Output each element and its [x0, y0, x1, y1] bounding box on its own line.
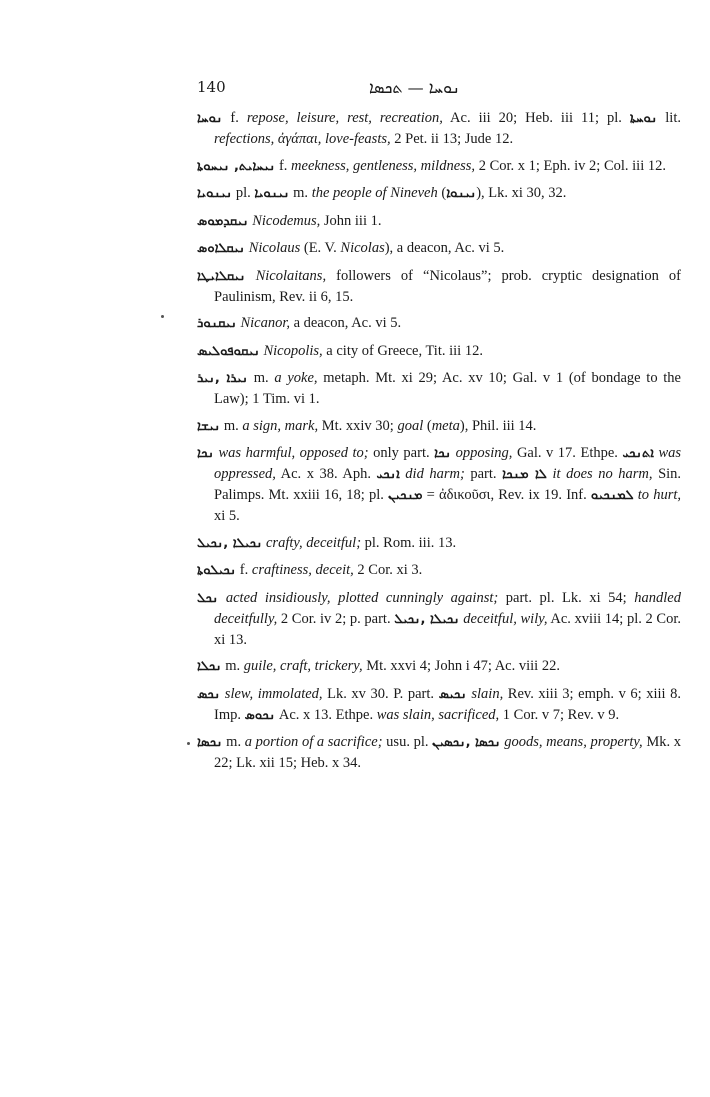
gloss-text: it does no harm,: [552, 466, 653, 482]
entry-text: m.: [248, 370, 275, 386]
gloss-text: Nicodemus,: [252, 212, 321, 229]
entry-text: ), Phil. iii 14.: [459, 417, 537, 434]
syriac-headword: ܢܝܪܐ ,ܢܝܪ: [197, 371, 249, 386]
gloss-text: refections, ἀγάπαι, love-feasts,: [214, 131, 391, 147]
dictionary-entry: [197, 183, 681, 204]
entry-text: ), Lk. xi 30, 32.: [476, 185, 567, 201]
syriac-headword: ܢܝܢܘܝܐ: [197, 186, 233, 201]
entry-text: part. pl. Lk. xi 54;: [498, 589, 635, 606]
page-header: [197, 78, 679, 100]
dictionary-entry: [197, 156, 681, 177]
syriac-headword: ܢܝܩܠܐܝܛܐ: [197, 268, 246, 284]
entry-text: f.: [222, 110, 247, 126]
syriac-headword: ܢܝܩܘܦܘܠܝܣ: [197, 343, 260, 359]
gloss-text: a yoke,: [274, 370, 318, 386]
syriac-headword: ܢܝܩܕܡܘܣ: [197, 213, 249, 229]
entry-text: 2 Pet. ii 13; Jude 12.: [390, 131, 514, 147]
syriac-headword: ܢܟܣܐ ,ܢܟܣܝܢ: [432, 735, 501, 750]
entry-text: 1 Cor. v 7; Rev. v 9.: [499, 706, 620, 723]
syriac-headword: ܢܟܣܐ: [197, 735, 223, 750]
syriac-headword: ܐܬܢܟܝ: [622, 446, 654, 461]
entry-text: a city of Greece, Tit. iii 12.: [322, 342, 483, 359]
gloss-text: meta: [431, 417, 460, 434]
gloss-text: a sign, mark,: [242, 417, 319, 434]
syriac-headword: ܢܟܘܣ: [244, 707, 276, 723]
gloss-text: meekness, gentleness, mildness,: [291, 157, 476, 174]
entry-text: 2 Cor. xi 3.: [353, 562, 423, 578]
entry-text: [246, 268, 256, 284]
page-number: 140: [197, 78, 226, 96]
dictionary-entry: [197, 684, 681, 726]
entry-text: f.: [275, 157, 292, 174]
syriac-headword: ܢܟܝܣ: [438, 686, 467, 702]
gloss-text: Nicolaitans,: [255, 267, 327, 284]
gloss-text: repose, leisure, rest, recreation,: [246, 110, 443, 126]
gloss-text: craftiness, deceit,: [251, 562, 354, 578]
syriac-headword: ܢܘܚܬܐ: [629, 111, 658, 126]
gloss-text: was harmful, opposed to;: [218, 445, 369, 461]
gloss-text: crafty, deceitful;: [266, 534, 362, 551]
gloss-text: slew, immolated,: [224, 685, 323, 702]
entry-text: Sin. Palimps. Mt. xxiii 16, 18; pl.: [214, 466, 682, 503]
gloss-text: opposing,: [455, 445, 513, 461]
dictionary-entry: [197, 560, 681, 581]
syriac-headword: ܢܝܫܐ: [197, 418, 221, 434]
gloss-text: guile, craft, trickery,: [243, 658, 363, 674]
gloss-text: the people of Nineveh: [311, 185, 438, 201]
syriac-headword: ܢܟܝܠܘܬܐ: [197, 563, 237, 578]
syriac-headword: ܢܘܚܐ: [197, 111, 223, 126]
entry-text: Mk. x 22; Lk. xii 15; Heb. x 34.: [214, 734, 681, 771]
entry-text: usu. pl.: [382, 734, 433, 750]
entry-text: 2 Cor. iv 2; p. part.: [277, 610, 395, 627]
entry-text: metaph. Mt. xi 29; Ac. xv 10; Gal. v 1 (of bondage to the Law); 1 Tim. vi 1.: [214, 370, 681, 407]
entry-text: only part.: [368, 445, 435, 461]
running-head: ܢܘܚܐ — ܬܟܣܐ: [369, 78, 461, 97]
entry-text: Rev. xiii 3; emph. v 6; xiii 8. Imp.: [214, 685, 682, 723]
entry-text: Ac. x 13. Ethpe.: [275, 706, 377, 723]
entry-text: m.: [289, 185, 312, 201]
dictionary-entry: [197, 588, 681, 650]
entry-text: a deacon, Ac. vi 5.: [290, 315, 402, 331]
dictionary-entry: [197, 313, 681, 334]
dictionary-entry: [197, 238, 681, 259]
margin-mark: [187, 742, 190, 745]
syriac-headword: ܢܟܐ: [197, 446, 214, 461]
entry-text: xi 5.: [214, 508, 240, 524]
gloss-text: Nicolaus: [248, 240, 301, 256]
entry-text: Ac. x 38. Aph.: [275, 466, 377, 482]
dictionary-entries: [197, 108, 681, 780]
entry-text: (: [437, 185, 447, 201]
entry-text: f.: [236, 562, 252, 578]
syriac-headword: ܢܟܠ: [197, 590, 219, 606]
entry-text: m.: [222, 734, 245, 750]
syriac-headword: ܢܟܐ: [434, 446, 452, 461]
gloss-text: deceitful, wily,: [463, 610, 548, 627]
syriac-headword: ܢܝܩܠܐܘܣ: [197, 241, 246, 256]
entry-text: lit.: [657, 110, 681, 126]
entry-text: [218, 590, 226, 606]
entry-text: followers of “Nicolaus”; prob. cryptic designation of Paulinism, Rev. ii 6, 15.: [214, 267, 681, 305]
gloss-text: Nicanor,: [240, 315, 290, 331]
margin-mark: [161, 315, 164, 318]
entry-text: 2 Cor. x 1; Eph. iv 2; Col. iii 12.: [475, 157, 666, 174]
entry-text: Ac. iii 20; Heb. iii 11; pl.: [442, 110, 630, 126]
syriac-headword: ܢܟܝܠܐ ,ܢܟܝܠ: [197, 535, 263, 551]
gloss-text: to hurt,: [637, 487, 682, 503]
entry-text: Ac. xviii 14; pl. 2 Cor. xi 13.: [214, 610, 682, 648]
dictionary-entry: [197, 416, 681, 437]
dictionary-entry: [197, 443, 681, 526]
entry-text: Lk. xv 30. P. part.: [322, 685, 439, 702]
entry-text: (: [423, 417, 432, 434]
syriac-headword: ܢܟܝܠܐ ,ܢܟܝܠ: [394, 611, 460, 627]
gloss-text: Nicopolis,: [263, 342, 323, 359]
syriac-headword: ܢܟܣ: [197, 686, 221, 702]
entry-text: Gal. v 17. Ethpe.: [512, 445, 623, 461]
entry-text: = ἀδικοῦσι, Rev. ix 19. Inf.: [422, 487, 591, 503]
dictionary-entry: [197, 108, 681, 149]
gloss-text: was oppressed,: [214, 445, 682, 482]
dictionary-entry: [197, 211, 681, 232]
gloss-text: slain,: [471, 685, 504, 702]
syriac-headword: ܠܐ ܡܢܟܐ: [502, 467, 547, 482]
gloss-text: was slain, sacrificed,: [376, 706, 500, 723]
syriac-headword: ܐܢܟܝ: [376, 467, 400, 482]
gloss-text: a portion of a sacrifice;: [244, 734, 383, 750]
entry-text: John iii 1.: [320, 212, 382, 229]
entry-text: part.: [464, 466, 503, 482]
syriac-headword: ܠܡܢܟܝܘ: [590, 488, 634, 503]
syriac-headword: ܢܝܢܘܝܐ: [254, 186, 290, 201]
gloss-text: handled deceitfully,: [214, 589, 681, 627]
syriac-headword: ܢܝܢܘܐ: [446, 186, 477, 201]
entry-text: ), a deacon, Ac. vi 5.: [384, 240, 505, 256]
entry-text: (E. V.: [300, 240, 341, 256]
entry-text: m.: [221, 658, 244, 674]
entry-text: pl.: [232, 185, 255, 201]
entry-text: pl. Rom. iii. 13.: [361, 534, 457, 551]
gloss-text: Nicolas: [340, 240, 385, 256]
gloss-text: goal: [397, 417, 424, 434]
dictionary-entry: [197, 732, 681, 773]
dictionary-entry: [197, 533, 681, 554]
syriac-headword: ܢܝܚܐܝܬ, ܢܝܚܘܬܐ: [197, 158, 276, 174]
gloss-text: did harm;: [405, 466, 465, 482]
dictionary-entry: [197, 656, 681, 677]
entry-text: Mt. xxvi 4; John i 47; Ac. viii 22.: [362, 658, 560, 674]
dictionary-entry: [197, 266, 681, 307]
syriac-headword: ܢܟܠܐ: [197, 659, 222, 674]
dictionary-entry: [197, 341, 681, 362]
syriac-headword: ܡܢܟܝܢ: [388, 488, 423, 503]
entry-text: m.: [220, 417, 243, 434]
dictionary-entry: [197, 368, 681, 409]
gloss-text: goods, means, property,: [504, 734, 643, 750]
gloss-text: acted insidiously, plotted cunningly against;: [225, 589, 499, 606]
entry-text: Mt. xxiv 30;: [318, 417, 398, 434]
syriac-headword: ܢܝܩܢܘܪ: [197, 316, 237, 331]
